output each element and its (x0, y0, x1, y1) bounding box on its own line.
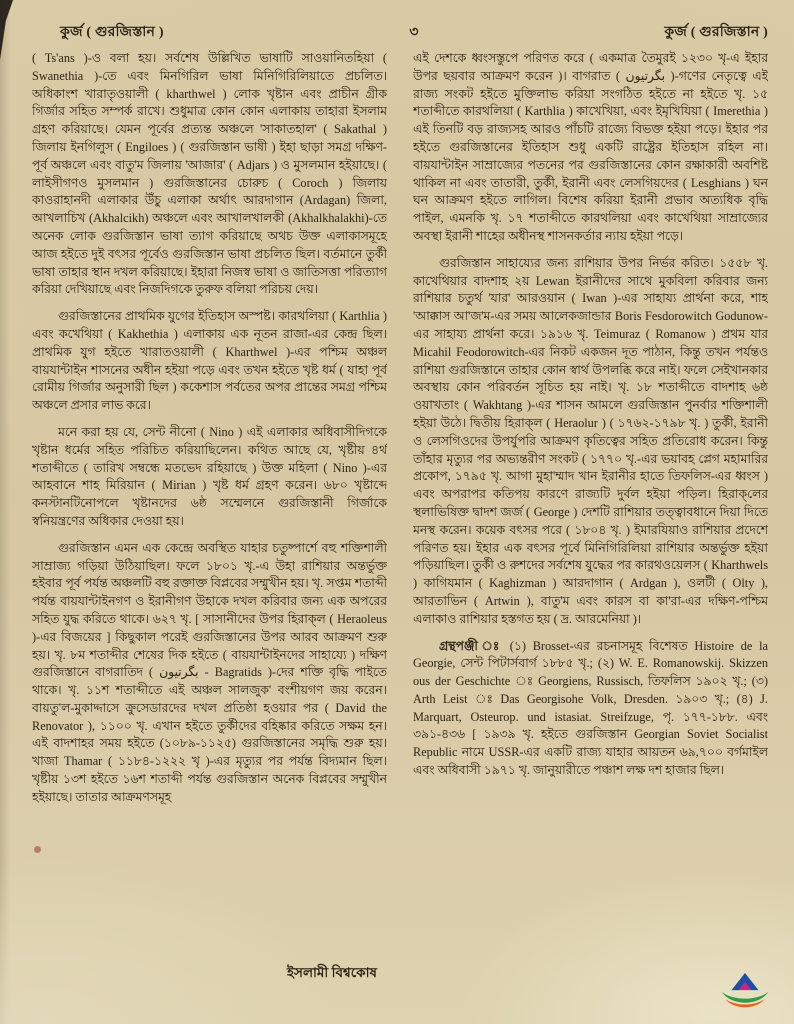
paragraph: মনে করা হয় যে, সেন্ট নীনো ( Nino ) এই এলাকার অধিবাসীদিগকে খৃষ্টান ধর্মের সহিত পরিচিত করিয়াছিলেন। কথিত আছে যে, খৃষ্টীয় ৪র্থ শতাব্দীতে ( তারিখ সম্বন্ধে মতভেদ রহিয়াছে ) উক্ত মহিলা ( Nino )-এর আহবানে শাহ মিরিয়ান ( Mirian ) খৃষ্ট ধর্ম গ্রহণ করেন। ৬৮০ খৃষ্টাব্দে কনস্টানটিনোপলে খৃষ্টানদের ৬ষ্ঠ সম্মেলনে গুরজিস্তানী গির্জাকে স্বনিয়ন্ত্রণের অধিকার দেওয়া হয়। (32, 424, 387, 528)
paragraph-continuation: এই দেশকে ধ্বংসস্তুপে পরিণত করে ( একমাত্র তৈমুরই ১২৩০ খৃ-এ ইহার উপর ছয়বার আক্রমণ করেন )। বাগরাত ( بگرتيون )-গণের নেতৃত্বে এই রাজ্য সংকট হইতে মুক্তিলাভ করিয়া সংগঠিত হইতে না হইতে খৃ. ১৫ শতাব্দীতে কারথলিয়া ( Karthlia ) কাখেখিয়া, এবং ইমৃখিযিয়া ( Imerethia ) এই তিনটি বড় রাজ্যসহ আরও পাঁচটি রাজ্যে বিভক্ত হইয়া পড়ে। ইহার পর হইতে গুরজিস্তানের ইতিহাস শুধু একটি রাষ্ট্রের ইতিহাস রহিল না। বায়যান্টাইন সাম্রাজ্যের পতনের পর গুরজিস্তানের কোন রক্ষাকারী অবশিষ্ট থাকিল না এবং তাতারী, তুর্কী, ইরানী এবং লেসগিয়দের ( Lesghians ) ঘন ঘন আক্রমণ হইতে লাগিল। বিশেষ করিয়া ইরানী প্রভাব অত্যধিক বৃদ্ধি পাইল, এমনকি খৃ. ১৭ শতাব্দীতে কারথলিয়া এবং কাখেথিয়া সাম্রাজ্যের অবস্থা ইরানী শাহের অধীনস্থ শাসনকর্তার ন্যায় হইয়া পড়ে। (413, 51, 768, 243)
left-column (32, 50, 387, 958)
two-column-body (32, 50, 768, 958)
bibliography-paragraph (413, 638, 768, 780)
paragraph-continuation: ( Ts'ans )-ও বলা হয়। সর্বশেষ উল্লিখিত ভাষাটি সাওয়ানিতহিয়া ( Swanethia )-তে এবং মিনগিরিল ভাষা মিনিগিরিলিয়াতে প্রচলিত। অধিকাংশ খারাতৃওয়ালী ( kharthwel ) লোক খৃষ্টান এবং প্রাচীন গ্রীক গির্জার সহিত সম্পর্ক রাখে। শুধুমাত্র কোন কোন এলাকায় তাহারা ইসলাম গ্রহণ করিয়াছে। যেমন পূর্বের প্রত্যন্ত অঞ্চলে 'সাকাতহাল' ( Sakathal ) জিলায় ইনগিলুস ( Engiloes ) ( গুরজিস্তান ভাষী ) ইহা ছাড়া সমগ্র দক্ষিণ-পূর্ব অঞ্চলে এবং বাতু'ম জিলায় 'আজার' ( Adjars ) ও মুসলমান হইয়াছে। ( লাইসীগণও মুসলমান ) গুরজিস্তানের চোরুচ ( Coroch ) জিলায় কাওরাহানদী এলাকার উঁচু এলাকা অর্থাৎ আরদাগান (Ardagan) জিলা, আখলাচিখ (Akhalcikh) অঞ্চলে এবং আখালখালকী (Akhalkhalakhi)-তে অনেক লোক গুরজিস্তান ভাষা ত্যাগ করিয়াছে অথচ উক্ত এলাকাসমূহে আজ হইতে দুই বৎসর পূর্বেও গুরজিস্তান ভাষা প্রচলিত ছিল। বর্তমানে তুর্কী ভাষা তাহার স্থান দখল করিয়াছে। ইহারা নিজস্ব ভাষা ও জাতিসত্তা পরিত্যাগ করিয়া দেখিয়াছে এবং নিজদিগকে তুরুফ বলিয়া পরিচয় দেয়। (32, 51, 387, 297)
paragraph: গুরজিস্তান সাহায্যের জন্য রাশিয়ার উপর নির্ভর করিত। ১৫৫৮ খৃ. কাখেথিয়ার বাদশাহ ২য় Lewan ইরানীদের সাথে মুকবিলা করিবার জন্য রাশিয়ার চতুর্থ 'যার' আরওয়ান ( Iwan )-এর সাহায্য প্রার্থনা করে, শাহ 'আক্কাস আ'জ'ম-এর সময় আলেকজান্ডার Boris Fesdorowitch Godunow-এর সাহায্য প্রার্থনা করে। ১৯১৬ খৃ. Teimuraz ( Romanow ) প্রথম যার Micahil Feodorowitch-এর নিকট একজন দূত পাঠান, কিন্তু তখন পর্যন্তও রাশিয়া গুরজিস্তানে তাহার কোন স্বার্থ উপলব্ধি করে নাই। ফলে সেইখানকার অবস্থায় কোন পরিবর্তন সূচিত হয় নাই। খৃ. ১৮ শতাব্দীতে বাদশাহ ৬ষ্ঠ ওয়াখতাং ( Wakhtang )-এর শাসন আমলে গুরজিস্তান পুনর্বার শক্তিশালী হইয়া উঠে। দ্বিতীয় হিরাক্‌ল ( Heraolur ) ( ১৭৬২-১৭৯৮ খৃ. ) তুর্কী, ইরানী ও লেসগিওদের উপর্যুপরি আক্রমণ কৃতিত্বের সহিত প্রতিরোধ করেন। কিন্তু তাঁহার মৃত্যুর পর অভ্যন্তরীণ সংকট ( ১৭৭০ খৃ.-এর ভয়াবহ প্লেগ মহামারির প্রকোপ, ১৭৯৫ খৃ. আগা মুহা'ম্মাদ খান ইরানীর হাতে তিফলিস-এর ধ্বংস ) এবং অপরাপর কতিপয় কারণে রাজ্যটি দুর্বল হইয়া পড়িল। হিরাক্‌লের স্থলাভিষিক্ত দ্বাদশ জর্জ ( George ) দেশটি রাশিয়ার তত্ত্বাবধানে দিয়া দিতে মনস্থ করেন। কয়েক বৎসর পরে ( ১৮০৪ খৃ. ) ইমারযিয়াও রাশিয়ার প্রদেশে পরিণত হয়। ইহার এক বৎসর পূর্বে মিনিগিরিলিয়া রাশিয়ার অন্তর্ভুক্ত হইয়া পড়িয়াছিল। তুর্কী ও রুশদের সর্বশেষ যুদ্ধের পর কারথওয়েলস ( Kharthwels ) কাগিযমান ( Kaghizman ) আরদাগান ( Ardgan ), ওলটী ( Olty ), আরতাভিন ( Artwin ), বাতু'ম এবং কারস বা কা'রা-এর দক্ষিণ-পশ্চিম এলাকাও রাশিয়ার হস্তগত হয় ( দ্র. আরমেনিয়া )। (413, 255, 768, 626)
page-number: ৩ (409, 25, 419, 40)
running-title-right: কুর্জ ( গুরজিস্তান ) (664, 25, 768, 40)
paragraph: গুরজিস্তানের প্রাথমিক যুগের ইতিহাস অস্পষ্ট। কারথলিয়া ( Karthlia ) এবং কখেথিয়া ( Kakhethia ) এলাকায় এক নূতন রাজা-এর কেন্দ্র ছিল। প্রাথমিক যুগ হইতে খারাতওয়ালী ( Kharthwel )-এর পশ্চিম অঞ্চল বায়যান্টাইন শাসনের অধীন হইয়া পড়ে এবং তখন হইতে খৃষ্ট ধর্ম ( যাহা পূর্ব রোমীয় গির্জার অনুসারী ছিল ) ককেশাস পর্বতের অপর প্রান্তের সমগ্র পশ্চিম অঞ্চলে প্রসার লাভ করে। (32, 309, 387, 413)
running-title-left: কুর্জ ( গুরজিস্তান ) (60, 25, 164, 40)
bibliography-text: (১) Brosset-এর রচনাসমূহ বিশেষত Histoire de la Georgie, সেন্ট পিটার্সবার্গ ১৮৮৫ খৃ.; (২) W. E. Romanowskij. Skizzen ous der Geschichte ঃ Georgiens, Russisch, তিফলিস ১৯০২ খৃ.; (৩) Arth Leist ঃ Das Georgisohe Volk, Dresden. ১৯০৩ খৃ.; (৪) J. Marquart, Osteurop. und istasiat. Streifzuge, পৃ. ১৭৭-১৮৮. এবং ৩৯১-৪৩৬ [ ১৯৩৯ খৃ. হইতে গুরজিস্তান Georgian Soviet Socialist Republic নামে USSR-এর একটি রাজ্য যাহার আয়তন ৬৯,৭০০ বর্গমাইল এবং অধিবাসী ১৯৭১ খৃ. জানুয়ারীতে পঞ্চাশ লক্ষ দশ হাজার ছিল। (413, 638, 768, 778)
scan-corner-artifact (0, 0, 13, 60)
bibliography-label: গ্রন্থপঞ্জী ঃ (439, 638, 504, 653)
right-column (413, 50, 768, 958)
running-header (60, 20, 768, 44)
book-title-footer: ইসলামী বিশ্বকোষ (287, 965, 377, 980)
paragraph: গুরজিস্তান এমন এক কেন্দ্রে অবস্থিত যাহার চতুষ্পার্শে বহু শক্তিশালী সাম্রাজ্য গড়িয়া উঠিয়াছিল। ফলে ১৮০১ খৃ.-এ উহা রাশিয়ার অন্তর্ভুক্ত হইবার পূর্ব পর্যন্ত অঞ্চলটি বহু রক্তাক্ত বিপ্লবের সম্মুখীন হয়। খৃ. সপ্তম শতাব্দী পর্যন্ত বায়যান্টাইনগণ ও ইরানীগণ উহাকে দখল করিবার জন্য এক অপরের সহিত যুদ্ধ করিতে থাকে। ৬২৭ খৃ. [ সাসানীদের উপর হিরাক্‌ল ( Heraoleus )-এর বিজয়ের ] কিছুকাল পরেই গুরজিস্তানের উপর আরব আক্রমণ শুরু হয়। খৃ. ৮ম শতাব্দীর শেষের দিক হইতে ( বায়যান্টাইনদের সাহায্যে ) দক্ষিণ গুরজিস্তানে বাগরাতিদ ( بگرتيون - Bagratids )-দের শক্তি বৃদ্ধি পাইতে থাকে। খৃ. ১১শ শতাব্দীতে এই অঞ্চল সালজুক' বংশীয়গণ জয় করেন। বায়তু'ল-মুকাদ্দাসে ক্রুসেডারদের দখল প্রতিষ্ঠা হওয়ার পর ( David the Renovator ), ১১০০ খৃ. এখান হইতে তুর্কীদের বহিষ্কার করিতে সক্ষম হন। এই বাদশাহর সময় হইতে (১০৮৯-১১২৫) গুরজিস্তানের সমৃদ্ধি শুরু হয়। খাজা Thamar ( ১১৮৪-১২২২ খৃ )-এর মৃত্যুর পর পর্যন্ত বিদ্যমান ছিল। খৃষ্টীয় ১৩শ হইতে ১৬শ শতাব্দী পর্যন্ত গুরজিস্তান অনেক বিপ্লবের সম্মুখীন হইয়াছে। তাতার আক্রমণসমূহ (32, 540, 387, 804)
publisher-logo-icon (718, 970, 772, 1012)
